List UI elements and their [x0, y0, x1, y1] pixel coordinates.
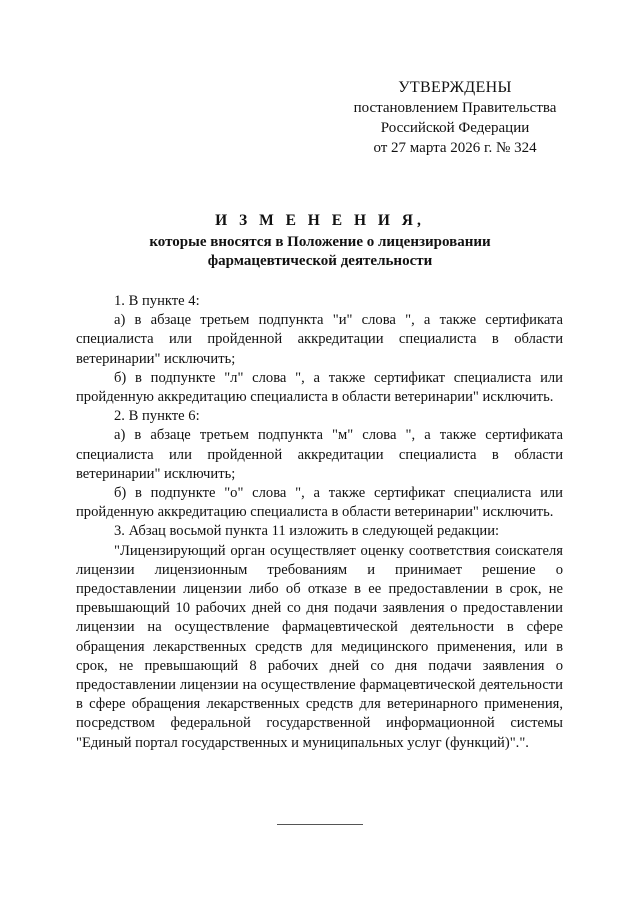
- title-main: И З М Е Н Е Н И Я,: [215, 212, 425, 229]
- document-title: [90, 211, 550, 271]
- approval-line-1: постановлением Правительства: [353, 100, 557, 116]
- approval-stamp: [340, 78, 570, 158]
- title-subtitle-line-1: которые вносятся в Положение о лицензировании: [149, 234, 491, 250]
- title-subtitle-line-2: фармацевтической деятельности: [207, 253, 433, 269]
- paragraph-item-3: 3. Абзац восьмой пункта 11 изложить в следующей редакции:: [114, 523, 500, 540]
- paragraph-item-1a: а) в абзаце третьем подпункта "и" слова ", а также сертификата специалиста или пройденной аккредитации специалиста в области ветеринарии" исключить;: [76, 312, 563, 367]
- paragraph-item-3-quote: "Лицензирующий орган осуществляет оценку соответствия соискателя лицензии лицензионным требованиям и принимает решение о предоставлении лицензии либо об отказе в ее предоставлении в срок, не превышающий 10 рабочих дней со дня подачи заявления о предоставлении лицензии на осуществление фармацевтической деятельности в сфере обращения лекарственных средств для медицинского применения, или в срок, не превышающий 8 рабочих дней со дня подачи заявления о предоставлении лицензии на осуществление фармацевтической деятельности в сфере обращения лекарственных средств для ветеринарного применения, посредством федеральной государственной информационной системы "Единый портал государственных и муниципальных услуг (функций)".".: [76, 542, 563, 751]
- closing-divider: [277, 824, 363, 825]
- paragraph-item-1: 1. В пункте 4:: [114, 293, 200, 309]
- paragraph-item-2b: б) в подпункте "о" слова ", а также сертификат специалиста или пройденную аккредитацию специалиста в области ветеринарии" исключить.: [76, 485, 563, 521]
- paragraph-item-1b: б) в подпункте "л" слова ", а также сертификат специалиста или пройденную аккредитацию специалиста в области ветеринарии" исключить.: [76, 369, 563, 406]
- paragraph-item-2a: а) в абзаце третьем подпункта "м" слова ", а также сертификата специалиста или пройденной аккредитации специалиста в области ветеринарии" исключить;: [76, 427, 563, 482]
- approval-line-2: Российской Федерации: [380, 120, 530, 136]
- approval-heading: УТВЕРЖДЕНЫ: [398, 79, 512, 96]
- document-body: [76, 292, 563, 753]
- approval-line-3: от 27 марта 2026 г. № 324: [373, 140, 537, 156]
- paragraph-item-2: 2. В пункте 6:: [114, 408, 200, 425]
